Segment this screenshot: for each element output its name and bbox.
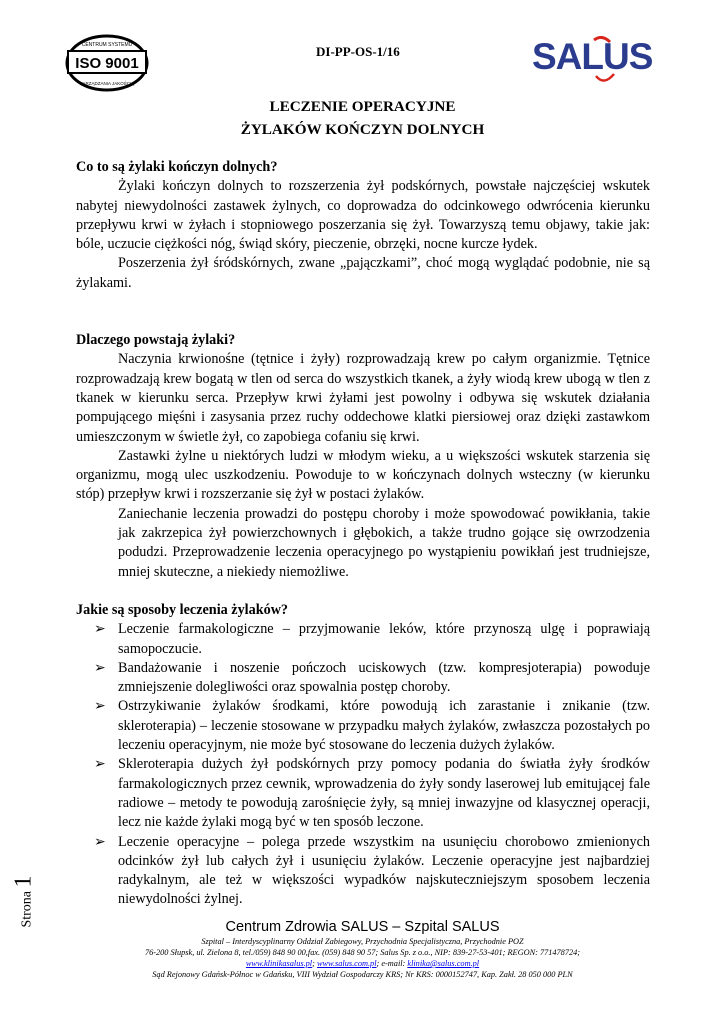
title-line-1: LECZENIE OPERACYJNE — [269, 98, 456, 115]
footer-title: Centrum Zdrowia SALUS – Szpital SALUS — [225, 919, 500, 935]
page-number: 1 — [10, 875, 37, 888]
section-2-paragraph-3: Zaniechanie leczenia prowadzi do postępu choroby i może spowodować powikłania, takie jak zakrzepica żył powierzchownych i głębokich, a także trudno gojące się owrzodzenia podudzi. Przeprowadzenie leczenia operacyjnego po wystąpieniu powikłań jest trudniejsze, mniej skuteczne, a niekiedy niemożliwe. — [118, 505, 650, 580]
page-header — [0, 0, 725, 100]
list-item: ➢ Leczenie farmakologiczne – przyjmowanie leków, które przynoszą ulgę i poprawiają samopoczucie. — [94, 621, 650, 657]
section-3-heading: Jakie są sposoby leczenia żylaków? — [76, 601, 289, 618]
salus-logo — [532, 36, 652, 78]
section-2-paragraph-1: Naczynia krwionośne (tętnice i żyły) rozprowadzają krew po całym organizmie. Tętnice rozprowadzają krew bogatą w tlen od serca do wszystkich tkanek, a żyły wiodą krew ubogą w tlen z tkanek w kierunku serca. Przepływ krwi żyłami jest powolny i odbywa się wskutek działania pompującego mięśni i zasysania przez ruchy oddechowe klatki piersiowej oraz dzięki zastawkom umieszczonym w świetle żył, co zapobiega cofaniu się krwi. — [76, 351, 650, 445]
section-1-paragraph-1: Żylaki kończyn dolnych to rozszerzenia żył podskórnych, powstałe najczęściej wskutek nabytej niewydolności zastawek żylnych, co doprowadza do odcinkowego odwrócenia kierunku przepływu krwi w żyłach i stopniowego poszerzania się żył. Towarzyszą temu objawy, takie jak: bóle, uczucie ciężkości nóg, świąd skóry, pieczenie, obrzęki, nocne kurcze łydek. — [76, 178, 650, 253]
logo-text: SALUS — [532, 36, 653, 77]
list-item: ➢ Bandażowanie i noszenie pończoch uciskowych (tzw. kompresjoterapia) powoduje zmniejszenie dolegliwości oraz spowalnia postęp choroby. — [94, 659, 650, 696]
list-item: ➢ Leczenie operacyjne – polega przede wszystkim na usunięciu chorobowo zmienionych odcinków żył lub całych żył i usunięciu żylaków. Leczenie operacyjne jest najbardziej radykalnym, ale też w większości wypadków najskuteczniejszym sposobem leczenia niewydolności żylnej. — [94, 833, 650, 908]
arrow-bullet-icon: ➢ — [94, 698, 106, 715]
page-label: Strona — [19, 890, 35, 928]
arrow-bullet-icon: ➢ — [94, 756, 106, 773]
email-link[interactable]: klinika@salus.com.pl — [407, 959, 480, 968]
arrow-bullet-icon: ➢ — [94, 659, 106, 676]
footer-line-3: www.klinikasalus.pl; www.salus.com.pl; e-mail: klinika@salus.com.pl — [245, 959, 480, 968]
logo-swoosh-icon — [532, 36, 672, 86]
website-link-1[interactable]: www.klinikasalus.pl — [245, 959, 313, 968]
list-item: ➢ Ostrzykiwanie żylaków środkami, które powodują ich zarastanie i znikanie (tzw. skleroterapia) – leczenie stosowane w przypadku małych żylaków, zwłaszcza pozostałych po leczeniu operacyjnym, nie może być stosowane do leczenia dużych żylaków. — [94, 698, 650, 754]
page-footer — [0, 918, 725, 980]
main-content — [76, 158, 650, 910]
treatment-list — [76, 620, 650, 909]
footer-line-1: Szpital – Interdyscyplinarny Oddział Zabiegowy, Przychodnia Specjalistyczna, Przychodnie POZ — [201, 937, 524, 946]
document-id: DI-PP-OS-1/16 — [316, 44, 400, 59]
website-link-2[interactable]: www.salus.com.pl — [316, 959, 377, 968]
section-1-paragraph-2: Poszerzenia żył śródskórnych, zwane „pajączkami”, choć mogą wyglądać podobnie, nie są żylakami. — [76, 255, 650, 291]
arrow-bullet-icon: ➢ — [94, 833, 106, 850]
title-line-2: ŻYLAKÓW KOŃCZYN DOLNYCH — [240, 121, 485, 138]
iso-9001-logo — [62, 32, 152, 94]
footer-line-4: Sąd Rejonowy Gdańsk-Północ w Gdańsku, VIII Wydział Gospodarczy KRS; Nr KRS: 0000152747, Kap. Zakł. 28 050 000 PLN — [152, 970, 573, 979]
section-2-heading: Dlaczego powstają żylaki? — [76, 332, 236, 349]
footer-line-2: 76-200 Słupsk, ul. Zielona 8, tel./059) 848 90 00,fax. (059) 848 90 57; Salus Sp. z o.o., NIP: 839-27-53-401; REGON: 771478724; — [144, 948, 581, 957]
iso-top-text: CENTRUM SYSTEMU — [81, 42, 133, 48]
iso-bottom-text: ZARZĄDZANIA JAKOŚCIĄ — [79, 81, 135, 86]
page-title — [0, 95, 725, 141]
list-item: ➢ Skleroterapia dużych żył podskórnych przy pomocy podania do światła żyły środków farmakologicznych przez cewnik, wprowadzenia do żyły sondy laserowej lub emitującej fale radiowe – metody te powodują zarośnięcie żyły, są mniej inwazyjne od klasycznej operacji, lecz nie każde żylaki mogą być w ten sposób leczone. — [94, 756, 650, 831]
section-2-paragraph-2: Zastawki żylne u niektórych ludzi w młodym wieku, a u większości wskutek starzenia się organizmu, mogą ulec uszkodzeniu. Powoduje to w kończynach dolnych wsteczny (w kierunku stóp) przepływ krwi i rozszerzanie się żył w postaci żylaków. — [76, 447, 650, 503]
arrow-bullet-icon: ➢ — [94, 621, 106, 638]
iso-main-text: ISO 9001 — [75, 55, 139, 72]
section-1-heading: Co to są żylaki kończyn dolnych? — [76, 159, 278, 175]
